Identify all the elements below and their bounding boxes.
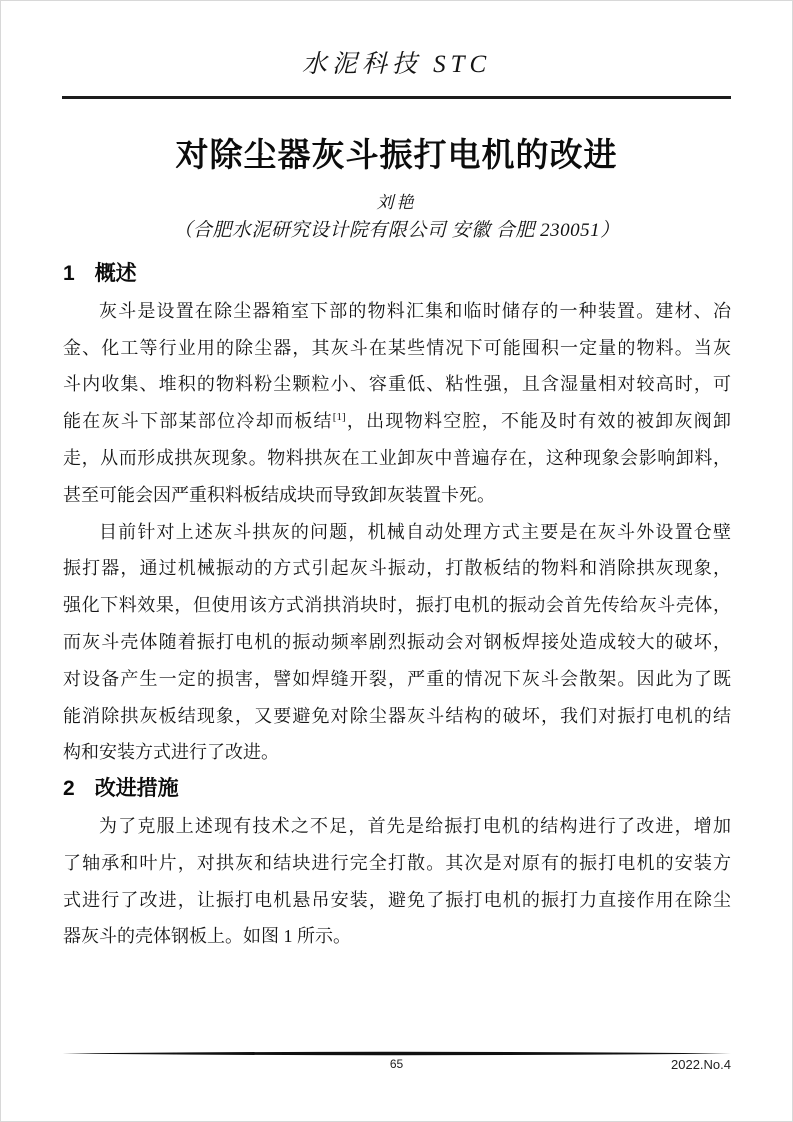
body-line: 强化下料效果，但使用该方式消拱消块时，振打电机的振动会首先传给灰斗壳体， [63,595,731,616]
article-title: 对除尘器灰斗振打电机的改进 [175,136,618,173]
section-title: 改进措施 [94,777,179,801]
body-line: 能消除拱灰板结现象，又要避免对除尘器灰斗结构的破坏，我们对振打电机的结 [63,705,731,726]
article-author: 刘艳 [376,193,417,212]
article-affiliation: （合肥水泥研究设计院有限公司 安徽 合肥 230051） [173,220,620,241]
section-number: 2 [63,777,75,801]
section-number: 1 [63,262,75,285]
footer-rule [62,1050,731,1057]
body-line: 灰斗是设置在除尘器箱室下部的物料汇集和临时储存的一种装置。建材、冶 [99,300,731,321]
body-line: 目前针对上述灰斗拱灰的问题，机械自动处理方式主要是在灰斗外设置仓壁 [99,521,731,542]
body-line: 为了克服上述现有技术之不足，首先是给振打电机的结构进行了改进，增加 [99,815,731,836]
header-rule [62,96,731,99]
body-line: 器灰斗的壳体钢板上。如图 1 所示。 [63,926,351,947]
body-line: 了轴承和叶片，对拱灰和结块进行完全打散。其次是对原有的振打电机的安装方 [63,852,731,873]
section-1-heading [63,256,731,293]
body-text: 能在灰斗下部某部位冷却而板结 [63,411,333,432]
body-line: 构和安装方式进行了改进。 [63,742,279,763]
issue-label: 2022.No.4 [671,1057,731,1072]
body-line: 对设备产生一定的损害，譬如焊缝开裂，严重的情况下灰斗会散架。因此为了既 [63,668,731,689]
body-line: 斗内收集、堆积的物料粉尘颗粒小、容重低、粘性强，且含湿量相对较高时，可 [63,374,731,395]
body-line: 式进行了改进，让振打电机悬吊安装，避免了振打电机的振打力直接作用在除尘 [63,889,731,910]
journal-header: 水泥科技 STC [301,51,492,78]
body-line: 金、化工等行业用的除尘器，其灰斗在某些情况下可能囤积一定量的物料。当灰 [63,337,731,358]
body-text: ，出现物料空腔，不能及时有效的被卸灰阀卸 [345,411,732,432]
article-body [63,256,731,955]
citation-ref: [1] [332,411,346,424]
body-line: 振打器，通过机械振动的方式引起灰斗振动，打散板结的物料和消除拱灰现象， [63,558,731,579]
body-line: 甚至可能会因严重积料板结成块而导致卸灰装置卡死。 [63,484,495,505]
page-number: 65 [389,1057,404,1071]
body-line [63,403,731,440]
section-2-heading [63,771,731,808]
section-title: 概述 [94,262,137,285]
body-line: 走，从而形成拱灰现象。物料拱灰在工业卸灰中普遍存在，这种现象会影响卸料， [63,447,731,468]
body-line: 而灰斗壳体随着振打电机的振动频率剧烈振动会对钢板焊接处造成较大的破坏， [63,631,731,652]
